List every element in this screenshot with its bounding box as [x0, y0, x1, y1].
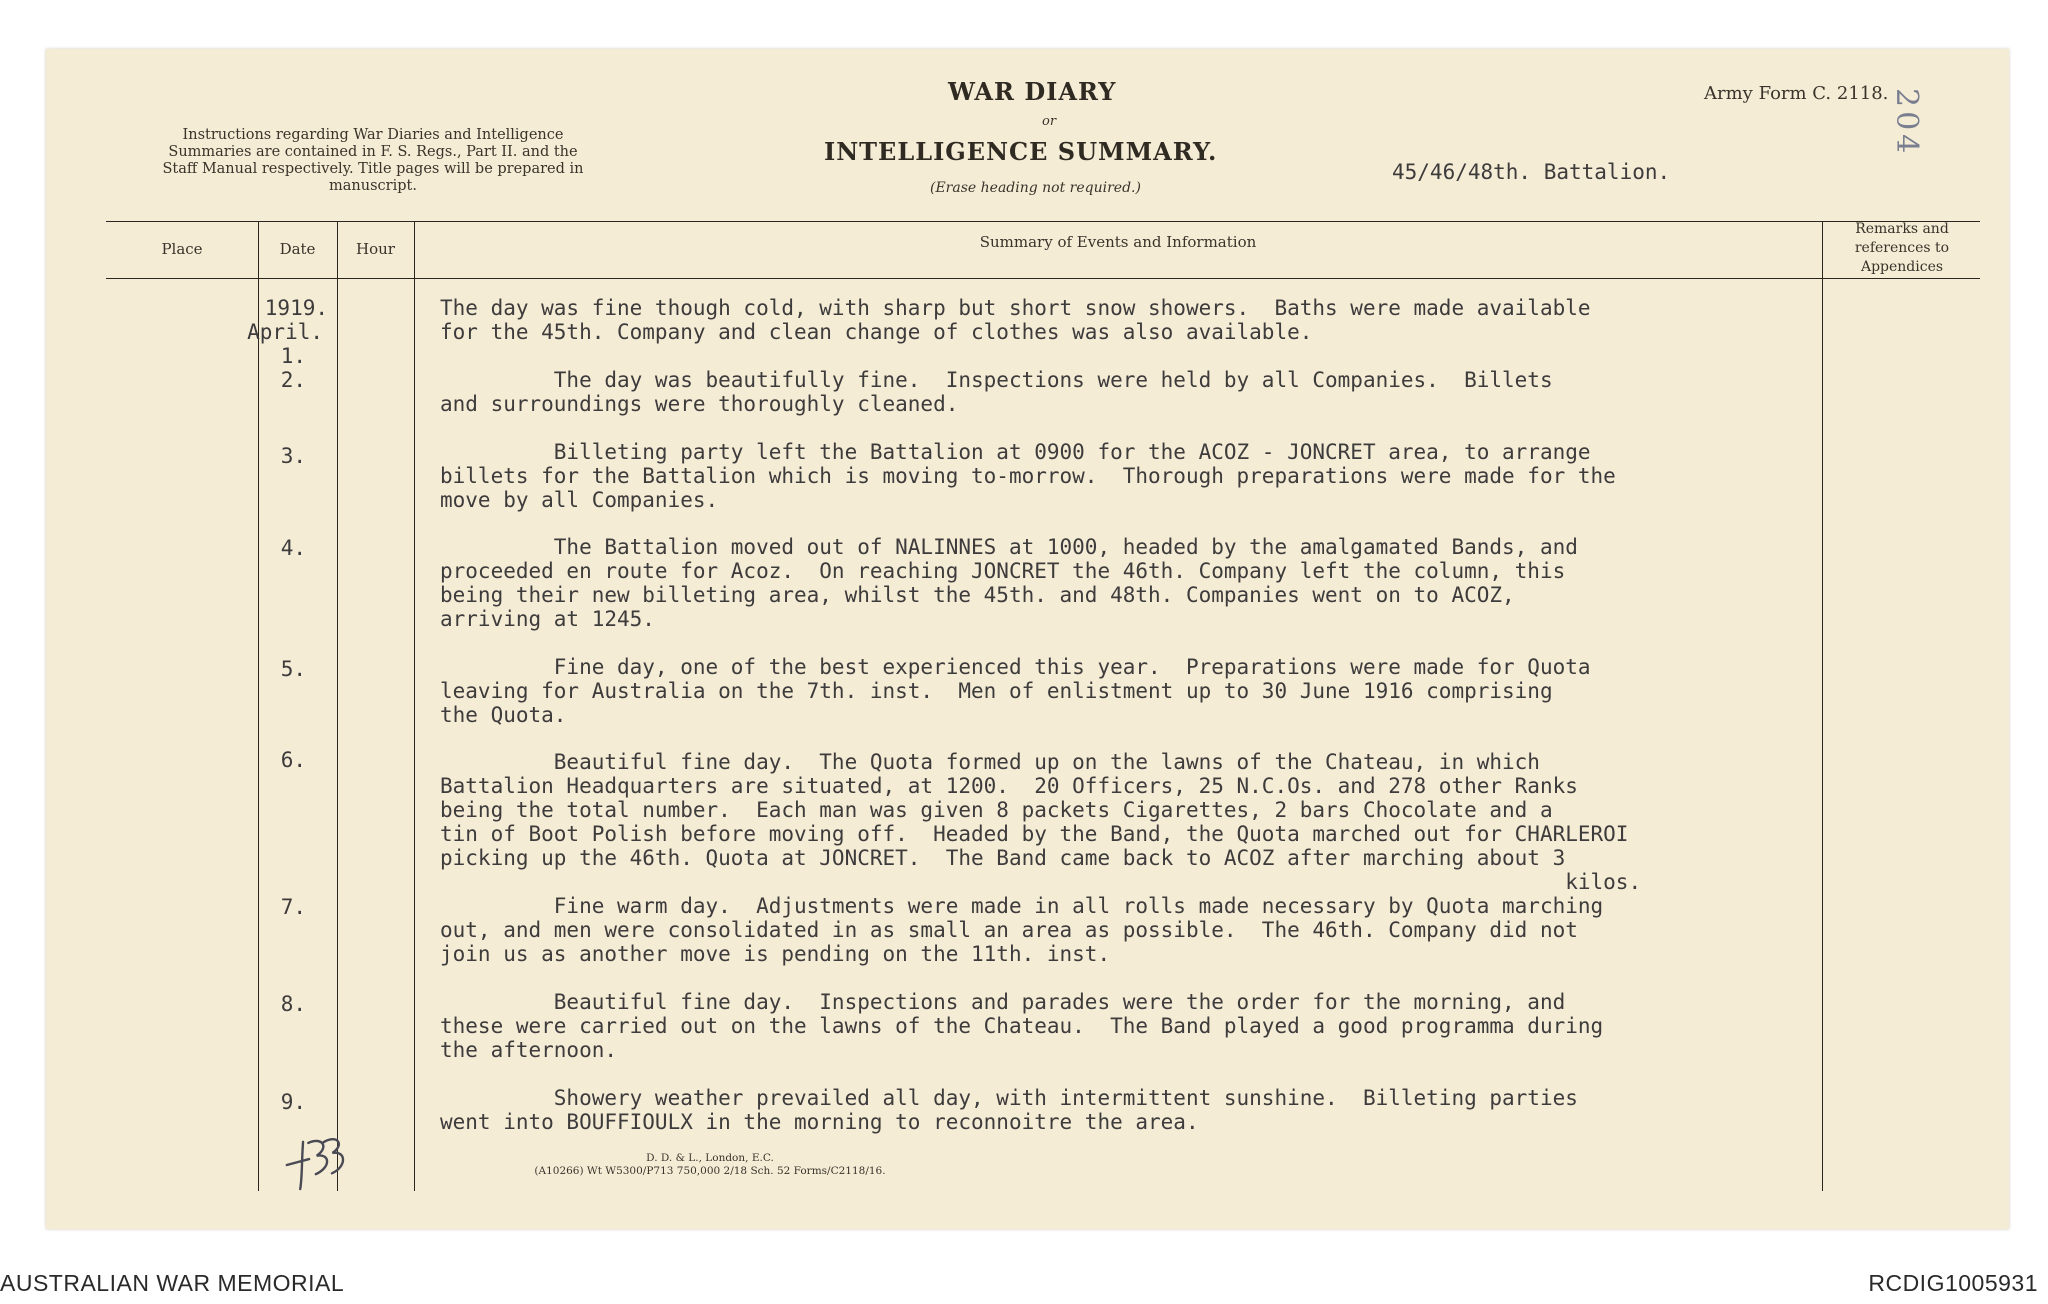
army-form-number: Army Form C. 2118.: [1704, 83, 1889, 104]
entry-date: 5.: [280, 657, 306, 681]
unit-name: 45/46/48th. Battalion.: [1392, 160, 1671, 184]
entry-text: Fine day, one of the best experienced this year. Preparations were made for Quota leaving for Australia on the 7th. inst. Men of enlistment up to 30 June 1916 comprising the Quota.: [440, 655, 1591, 727]
entry-date: 1.: [280, 344, 306, 368]
month-label: April.: [247, 320, 323, 344]
entry-date: 6.: [280, 748, 306, 772]
column-header-date: Date: [279, 240, 316, 258]
archive-name: AUSTRALIAN WAR MEMORIAL: [0, 1270, 345, 1296]
archive-id: RCDIG1005931: [1868, 1270, 2038, 1296]
entry-text: Beautiful fine day. The Quota formed up on the lawns of the Chateau, in which Battalion Headquarters are situated, at 1200. 20 Officers, 25 N.C.Os. and 278 other Ranks being the total number. Each man was given 8 packets Cigarettes, 2 bars Chocolate and a tin of Boot Polish before moving off. Headed by the Band, the Quota marched out for CHARLEROI picking up the 46th. Quota at JONCRET. The Band came back to ACOZ after marching about 3 kilos.: [440, 750, 1642, 894]
entry-text: Billeting party left the Battalion at 0900 for the ACOZ - JONCRET area, to arrange billets for the Battalion which is moving to-morrow. Thorough preparations were made for the move by all Companies.: [440, 440, 1616, 512]
column-header-summary: Summary of Events and Information: [979, 233, 1257, 251]
remarks-column-rule: [1822, 221, 1823, 1191]
entry-text: The day was fine though cold, with sharp but short snow showers. Baths were made available for the 45th. Company and clean change of clothes was also available.: [440, 296, 1591, 344]
column-header-hour: Hour: [356, 240, 395, 258]
entry-text: The Battalion moved out of NALINNES at 1000, headed by the amalgamated Bands, and proceeded en route for Acoz. On reaching JONCRET the 46th. Company left the column, this being their new billeting area, whilst the 45th. and 48th. Companies went on to ACOZ, arriving at 1245.: [440, 535, 1578, 631]
entry-text: Fine warm day. Adjustments were made in all rolls made necessary by Quota marching out, and men were consolidated in as small an area as possible. The 46th. Company did not join us as another move is pending on the 11th. inst.: [440, 894, 1604, 966]
entry-date: 3.: [280, 444, 306, 468]
table-top-rule: [106, 221, 1980, 222]
column-header-remarks: Remarks and references to Appendices: [1854, 221, 1950, 275]
entry-text: The day was beautifully fine. Inspections were held by all Companies. Billets and surroundings were thoroughly cleaned.: [440, 368, 1553, 416]
title-or: or: [1042, 114, 1057, 129]
printer-line-2: (A10266) Wt W5300/P713 750,000 2/18 Sch. 52 Forms/C2118/16.: [534, 1165, 886, 1177]
printer-line-1: D. D. & L., London, E.C.: [646, 1152, 774, 1164]
entry-date: 8.: [280, 992, 306, 1016]
summary-column-rule: [414, 221, 415, 1191]
entry-date: 7.: [280, 895, 306, 919]
table-header-rule: [106, 278, 1980, 279]
instructions-text: Instructions regarding War Diaries and Intelligence Summaries are contained in F. S. Regs., Part II. and the Staff Manual respectively. Title pages will be prepared in manuscript.: [162, 127, 584, 194]
year-label: 1919.: [264, 296, 328, 320]
entry-text: Showery weather prevailed all day, with intermittent sunshine. Billeting parties went into BOUFFIOULX in the morning to reconnoitre the area.: [440, 1086, 1578, 1134]
diary-subtitle: INTELLIGENCE SUMMARY.: [824, 137, 1218, 166]
column-header-place: Place: [161, 240, 203, 258]
page-number: 204: [1889, 88, 1924, 158]
diary-title: WAR DIARY: [948, 77, 1117, 106]
printer-imprint: [490, 1152, 930, 1178]
entry-date: 9.: [280, 1090, 306, 1114]
entry-text: Beautiful fine day. Inspections and parades were the order for the morning, and these were carried out on the lawns of the Chateau. The Band played a good programma during the afternoon.: [440, 990, 1604, 1062]
entry-date: 2.: [280, 368, 306, 392]
entry-date: 4.: [280, 536, 306, 560]
hour-column-rule: [337, 221, 338, 1191]
erase-note: (Erase heading not required.): [930, 180, 1141, 196]
